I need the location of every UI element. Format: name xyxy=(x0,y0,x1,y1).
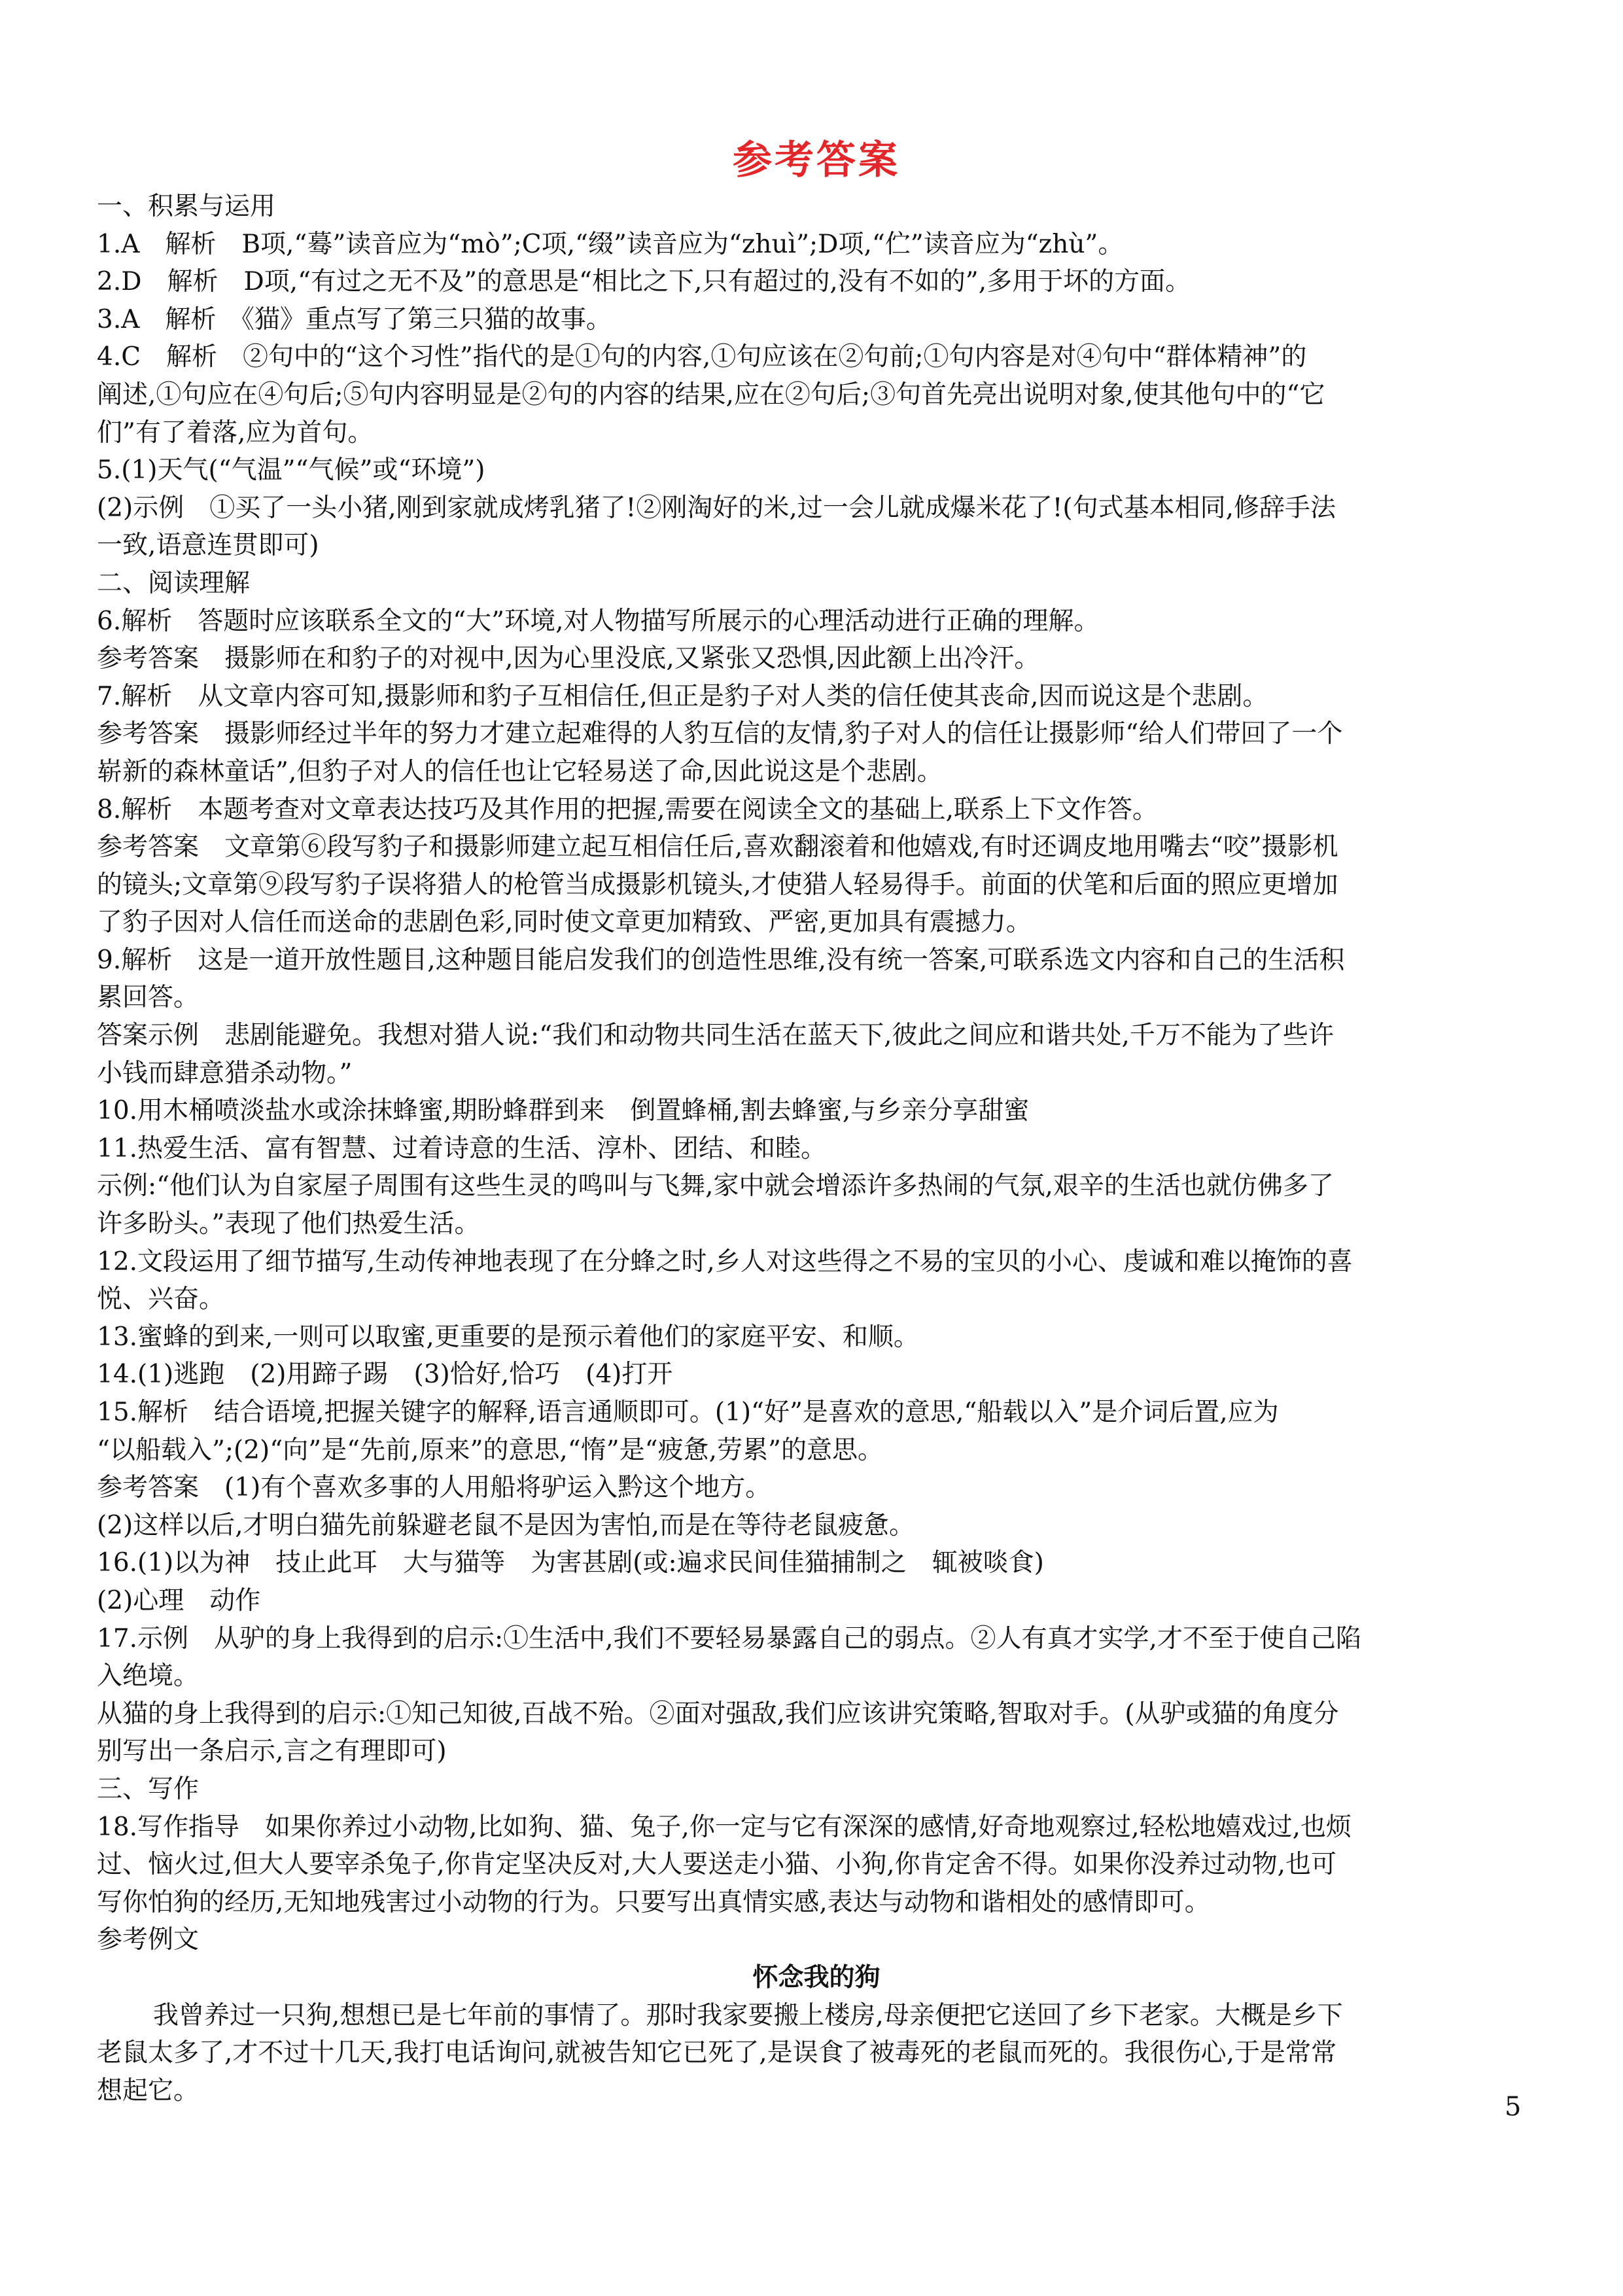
text-line: 崭新的森林童话”,但豹子对人的信任也让它轻易送了命,因此说这是个悲剧。 xyxy=(97,756,943,786)
text-line: 答案示例 悲剧能避免。我想对猎人说:“我们和动物共同生活在蓝天下,彼此之间应和谐共处,千万不能为了些许 xyxy=(97,1021,1334,1051)
text-line: 3.A 解析 《猫》重点写了第三只猫的故事。 xyxy=(97,304,612,334)
text-line: 15.解析 结合语境,把握关键字的解释,语言通顺即可。(1)“好”是喜欢的意思,“船载以入”是介词后置,应为 xyxy=(97,1398,1279,1427)
text-line: 4.C 解析 ②句中的“这个习性”指代的是①句的内容,①句应该在②句前;①句内容是对④句中“群体精神”的 xyxy=(97,342,1307,372)
text-line: 二、阅读理解 xyxy=(97,568,251,598)
answer-body xyxy=(97,188,1536,1959)
text-line: 写你怕狗的经历,无知地残害过小动物的行为。只要写出真情实感,表达与动物和谐相处的感情即可。 xyxy=(97,1887,1210,1917)
text-line: 一、积累与运用 xyxy=(97,192,276,221)
essay-line: 我曾养过一只狗,想想已是七年前的事情了。那时我家要搬上楼房,母亲便把它送回了乡下老家。大概是乡下 xyxy=(153,2000,1343,2030)
text-line: (2)示例 ①买了一头小猪,刚到家就成烤乳猪了!②刚淘好的米,过一会儿就成爆米花了!(句式基本相同,修辞手法 xyxy=(97,493,1336,523)
text-line: (2)这样以后,才明白猫先前躲避老鼠不是因为害怕,而是在等待老鼠疲惫。 xyxy=(97,1510,915,1540)
text-line: 10.用木桶喷淡盐水或涂抹蜂蜜,期盼蜂群到来 倒置蜂桶,割去蜂蜜,与乡亲分享甜蜜 xyxy=(97,1096,1030,1126)
text-line: 1.A 解析 B项,“蓦”读音应为“mò”;C项,“缀”读音应为“zhuì”;D项,“伫”读音应为“zhù”。 xyxy=(97,229,1124,259)
text-line: 许多盼头。”表现了他们热爱生活。 xyxy=(97,1209,480,1239)
text-line: 阐述,①句应在④句后;⑤句内容明显是②句的内容的结果,应在②句后;③句首先亮出说明对象,使其他句中的“它 xyxy=(97,380,1325,410)
text-line: 悦、兴奋。 xyxy=(97,1284,225,1315)
text-line: 12.文段运用了细节描写,生动传神地表现了在分蜂之时,乡人对这些得之不易的宝贝的小心、虔诚和难以掩饰的喜 xyxy=(97,1246,1353,1277)
page-number: 5 xyxy=(1505,2092,1522,2122)
text-line: 14.(1)逃跑 (2)用蹄子踢 (3)恰好,恰巧 (4)打开 xyxy=(97,1360,673,1390)
text-line: “以船载入”;(2)“向”是“先前,原来”的意思,“惰”是“疲惫,劳累”的意思。 xyxy=(97,1435,883,1465)
text-line: 6.解析 答题时应该联系全文的“大”环境,对人物描写所展示的心理活动进行正确的理解。 xyxy=(97,606,1100,636)
text-line: 13.蜜蜂的到来,一则可以取蜜,更重要的是预示着他们的家庭平安、和顺。 xyxy=(97,1322,919,1352)
answer-page xyxy=(97,134,1536,2110)
text-line: 9.解析 这是一道开放性题目,这种题目能启发我们的创造性思维,没有统一答案,可联系选文内容和自己的生活积 xyxy=(97,945,1345,975)
text-line: 示例:“他们认为自家屋子周围有这些生灵的鸣叫与飞舞,家中就会增添许多热闹的气氛,艰辛的生活也就仿佛多了 xyxy=(97,1171,1334,1201)
text-line: 小钱而肆意猎杀动物。” xyxy=(97,1058,353,1088)
text-line: 16.(1)以为神 技止此耳 大与猫等 为害甚剧(或:遍求民间佳猫捕制之 辄被啖食) xyxy=(97,1548,1044,1578)
essay-body xyxy=(97,1997,1536,2110)
text-line: 参考答案 摄影师经过半年的努力才建立起难得的人豹互信的友情,豹子对人的信任让摄影师“给人们带回了一个 xyxy=(97,719,1343,749)
essay-title: 怀念我的狗 xyxy=(752,1962,881,1992)
text-line: 7.解析 从文章内容可知,摄影师和豹子互相信任,但正是豹子对人类的信任使其丧命,因而说这是个悲剧。 xyxy=(97,681,1268,711)
text-line: 的镜头;文章第⑨段写豹子误将猎人的枪管当成摄影机镜头,才使猎人轻易得手。前面的伏笔和后面的照应更增加 xyxy=(97,870,1338,900)
text-line: 一致,语意连贯即可) xyxy=(97,531,319,561)
text-line: 8.解析 本题考查对文章表达技巧及其作用的把握,需要在阅读全文的基础上,联系上下文作答。 xyxy=(97,794,1159,824)
text-line: 从猫的身上我得到的启示:①知己知彼,百战不殆。②面对强敌,我们应该讲究策略,智取对手。(从驴或猫的角度分 xyxy=(97,1699,1339,1729)
text-line: 5.(1)天气(“气温”“气候”或“环境”) xyxy=(97,455,485,486)
text-line: 别写出一条启示,言之有理即可) xyxy=(97,1737,447,1767)
text-line: 17.示例 从驴的身上我得到的启示:①生活中,我们不要轻易暴露自己的弱点。②人有真才实学,才不至于使自己陷 xyxy=(97,1623,1361,1653)
text-line: 入绝境。 xyxy=(97,1661,200,1691)
text-line: 了豹子因对人信任而送命的悲剧色彩,同时使文章更加精致、严密,更加具有震撼力。 xyxy=(97,908,1032,938)
text-line: 三、写作 xyxy=(97,1774,200,1804)
essay-line: 想起它。 xyxy=(97,2075,200,2106)
text-line: 参考例文 xyxy=(97,1925,200,1955)
text-line: 累回答。 xyxy=(97,983,200,1013)
text-line: (2)心理 动作 xyxy=(97,1585,261,1616)
text-line: 2.D 解析 D项,“有过之无不及”的意思是“相比之下,只有超过的,没有不如的”,多用于坏的方面。 xyxy=(97,267,1191,297)
text-line: 18.写作指导 如果你养过小动物,比如狗、猫、兔子,你一定与它有深深的感情,好奇地观察过,轻松地嬉戏过,也烦 xyxy=(97,1812,1352,1842)
text-line: 过、恼火过,但大人要宰杀兔子,你肯定坚决反对,大人要送走小猫、小狗,你肯定舍不得。如果你没养过动物,也可 xyxy=(97,1850,1336,1880)
text-line: 们”有了着落,应为首句。 xyxy=(97,417,374,448)
text-line: 参考答案 摄影师在和豹子的对视中,因为心里没底,又紧张又恐惧,因此额上出冷汗。 xyxy=(97,644,1040,674)
text-line: 参考答案 文章第⑥段写豹子和摄影师建立起互相信任后,喜欢翻滚着和他嬉戏,有时还调皮地用嘴去“咬”摄影机 xyxy=(97,832,1338,862)
page-title: 参考答案 xyxy=(733,137,900,183)
essay-line: 老鼠太多了,才不过十几天,我打电话询问,就被告知它已死了,是误食了被毒死的老鼠而死的。我很伤心,于是常常 xyxy=(97,2038,1336,2068)
text-line: 参考答案 (1)有个喜欢多事的人用船将驴运入黔这个地方。 xyxy=(97,1473,771,1503)
text-line: 11.热爱生活、富有智慧、过着诗意的生活、淳朴、团结、和睦。 xyxy=(97,1133,827,1163)
